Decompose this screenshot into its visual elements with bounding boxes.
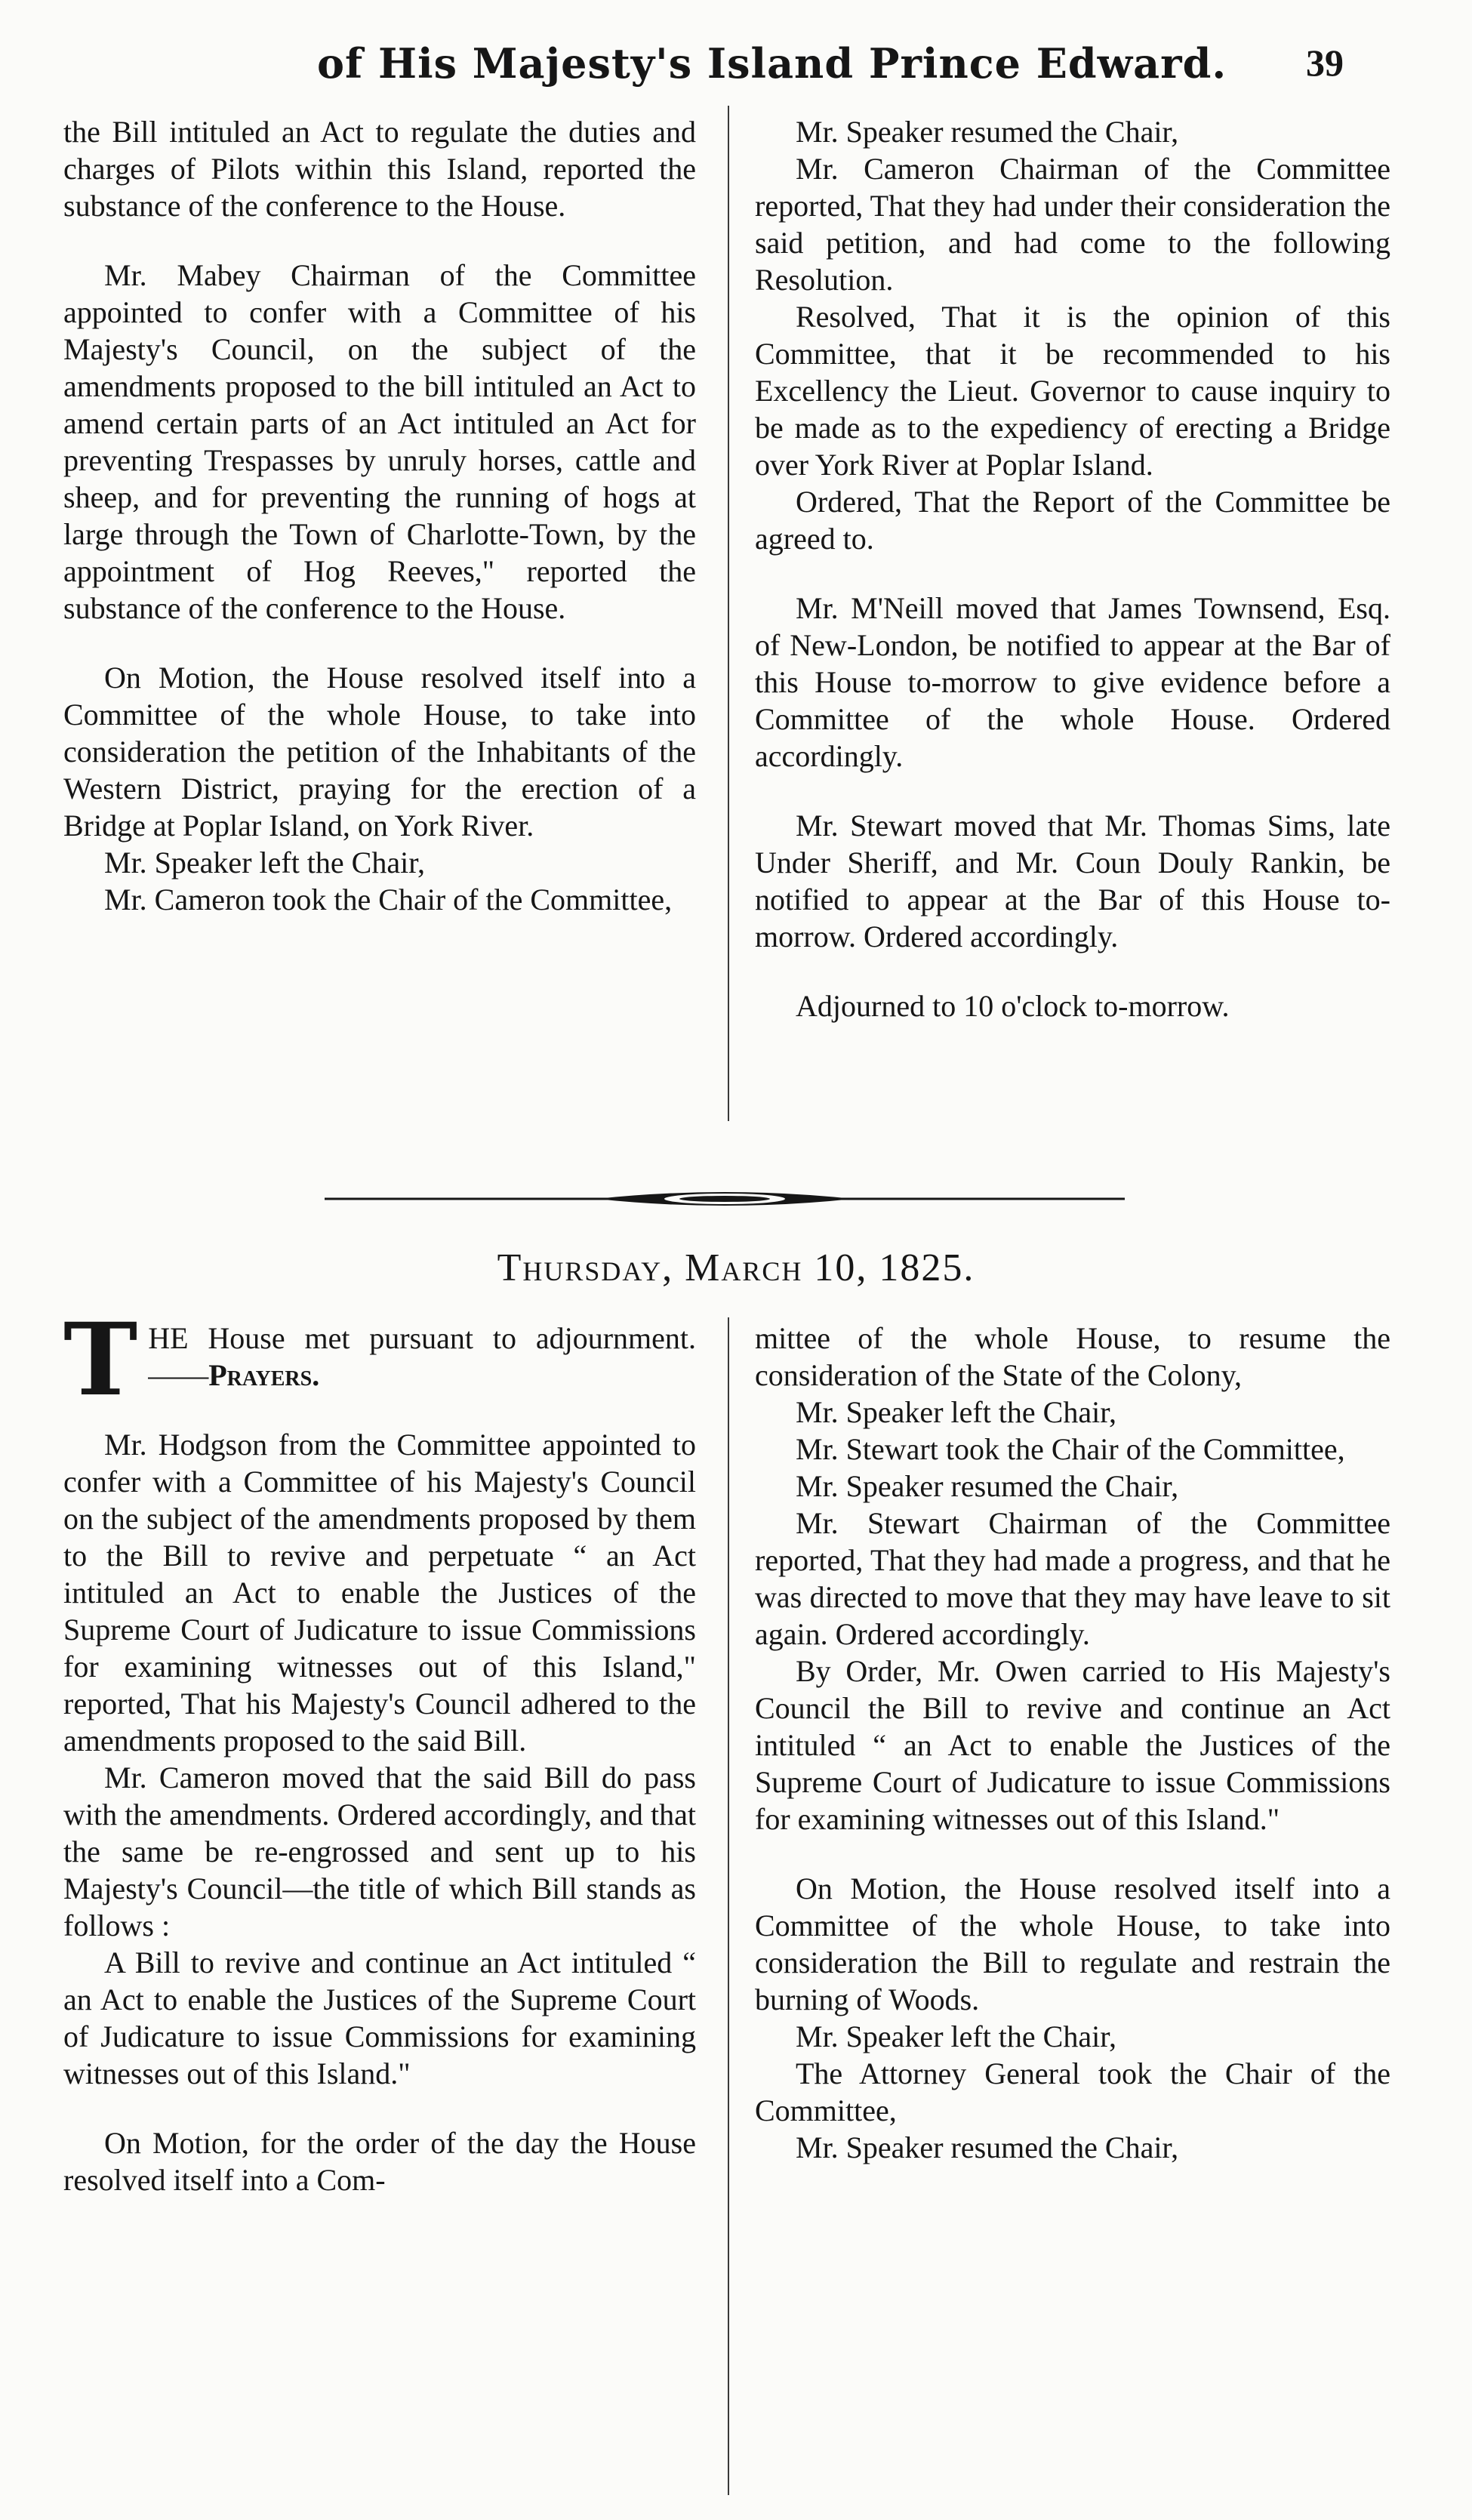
bottom-left-column (63, 1302, 696, 2198)
paragraph-resolved: Resolved, That it is the opinion of this Committee, that it be recommended to his Excellency the Lieut. Governor to cause inquiry to be made as to the expediency of erecting a Bridge over York River at Poplar Island. (755, 300, 1390, 482)
prayers-label: Prayers. (208, 1358, 320, 1392)
date-heading (0, 1246, 1472, 1290)
bottom-right-column (755, 1320, 1390, 2166)
paragraph-stewart-motion: Mr. Stewart moved that Mr. Thomas Sims, late Under Sheriff, and Mr. Coun Douly Rankin, be notified to appear at the Bar of this House to-morrow. Ordered accordingly. (755, 809, 1390, 953)
paragraph-pilots-conference: the Bill intituled an Act to regulate the duties and charges of Pilots within this Island, reported the substance of the conference to the House. (63, 115, 696, 223)
paragraph-committee-state: mittee of the whole House, to resume the consideration of the State of the Colony, (755, 1321, 1390, 1392)
paragraph-attorney-chair: The Attorney General took the Chair of the Committee, (755, 2056, 1390, 2127)
paragraph-speaker-left: Mr. Speaker left the Chair, (104, 846, 425, 880)
top-right-column (755, 113, 1390, 1024)
paragraph-cameron-chair: Mr. Cameron took the Chair of the Committee, (104, 883, 673, 917)
paragraph-bridge-motion: On Motion, the House resolved itself into a Committee of the whole House, to take into consideration the petition of the Inhabitants of the Western District, praying for the erection of a Bridge at Poplar Island, on York River. (63, 661, 696, 843)
paragraph-speaker-resumed-2: Mr. Speaker resumed the Chair, (796, 1469, 1179, 1503)
paragraph-speaker-resumed: Mr. Speaker resumed the Chair, (796, 115, 1179, 149)
paragraph-order-of-day: On Motion, for the order of the day the House resolved itself into a Com- (63, 2126, 696, 2197)
drop-cap: T (63, 1302, 138, 1419)
paragraph-woods-motion: On Motion, the House resolved itself into a Committee of the whole House, to take into consideration the Bill to regulate and restrain the burning of Woods. (755, 1872, 1390, 2016)
page-number: 39 (1306, 42, 1344, 84)
paragraph-house-met (63, 1302, 696, 1419)
paragraph-report-agreed: Ordered, That the Report of the Committee be agreed to. (755, 485, 1390, 556)
page-header (0, 39, 1472, 100)
paragraph-bill-title: A Bill to revive and continue an Act intituled “ an Act to enable the Justices of the Supreme Court of Judicature to issue Commissions for examining witnesses out of this Island." (63, 1945, 696, 2090)
date-heading-text: Thursday, March 10, 1825. (497, 1246, 975, 1289)
paragraph-speaker-left-2: Mr. Speaker left the Chair, (796, 1395, 1116, 1429)
column-divider-bottom (728, 1317, 729, 2495)
paragraph-mabey-report: Mr. Mabey Chairman of the Committee appointed to confer with a Committee of his Majesty's Council, on the subject of the amendments proposed to the bill intituled an Act to amend certain parts of an Act intituled an Act for preventing Trespasses by unruly horses, cattle and sheep, and for preventing the running of hogs at large through the Town of Charlotte-Town, by the appointment of Hog Reeves," reported the substance of the conference to the House. (63, 258, 696, 625)
paragraph-speaker-resumed-3: Mr. Speaker resumed the Chair, (796, 2130, 1179, 2164)
paragraph-stewart-report: Mr. Stewart Chairman of the Committee reported, That they had made a progress, and that he was directed to move that they may have leave to sit again. Ordered accordingly. (755, 1506, 1390, 1651)
paragraph-owen-order: By Order, Mr. Owen carried to His Majesty's Council the Bill to revive and continue an Act intituled “ an Act to enable the Justices of the Supreme Court of Judicature to issue Commissions for examining witnesses out of this Island." (755, 1654, 1390, 1836)
ornamental-rule (325, 1185, 1125, 1212)
running-title: of His Majesty's Island Prince Edward. (317, 39, 1227, 88)
column-divider-top (728, 106, 729, 1121)
top-left-column (63, 113, 696, 918)
paragraph-hodgson-report: Mr. Hodgson from the Committee appointed to confer with a Committee of his Majesty's Council on the subject of the amendments proposed by them to the Bill to revive and perpetuate “ an Act intituled an Act to enable the Justices of the Supreme Court of Judicature to issue Commissions for examining witnesses out of this Island," reported, That his Majesty's Council adhered to the amendments proposed to the said Bill. (63, 1428, 696, 1758)
paragraph-speaker-left-3: Mr. Speaker left the Chair, (796, 2019, 1116, 2053)
paragraph-cameron-motion: Mr. Cameron moved that the said Bill do pass with the amendments. Ordered accordingly, and that the same be re-engrossed and sent up to his Majesty's Council—the title of which Bill stands as follows : (63, 1761, 696, 1942)
paragraph-adjourned: Adjourned to 10 o'clock to-morrow. (796, 989, 1230, 1023)
paragraph-stewart-chair: Mr. Stewart took the Chair of the Committee, (796, 1432, 1345, 1466)
paragraph-mneill-motion: Mr. M'Neill moved that James Townsend, Esq. of New-London, be notified to appear at the Bar of this House to-morrow to give evidence before a Committee of the whole House. Ordered accordingly. (755, 591, 1390, 773)
house-met-text: HE House met pursuant to adjournment.—— (148, 1321, 696, 1392)
paragraph-cameron-report: Mr. Cameron Chairman of the Committee reported, That they had under their consideration the said petition, and had come to the following Resolution. (755, 152, 1390, 297)
